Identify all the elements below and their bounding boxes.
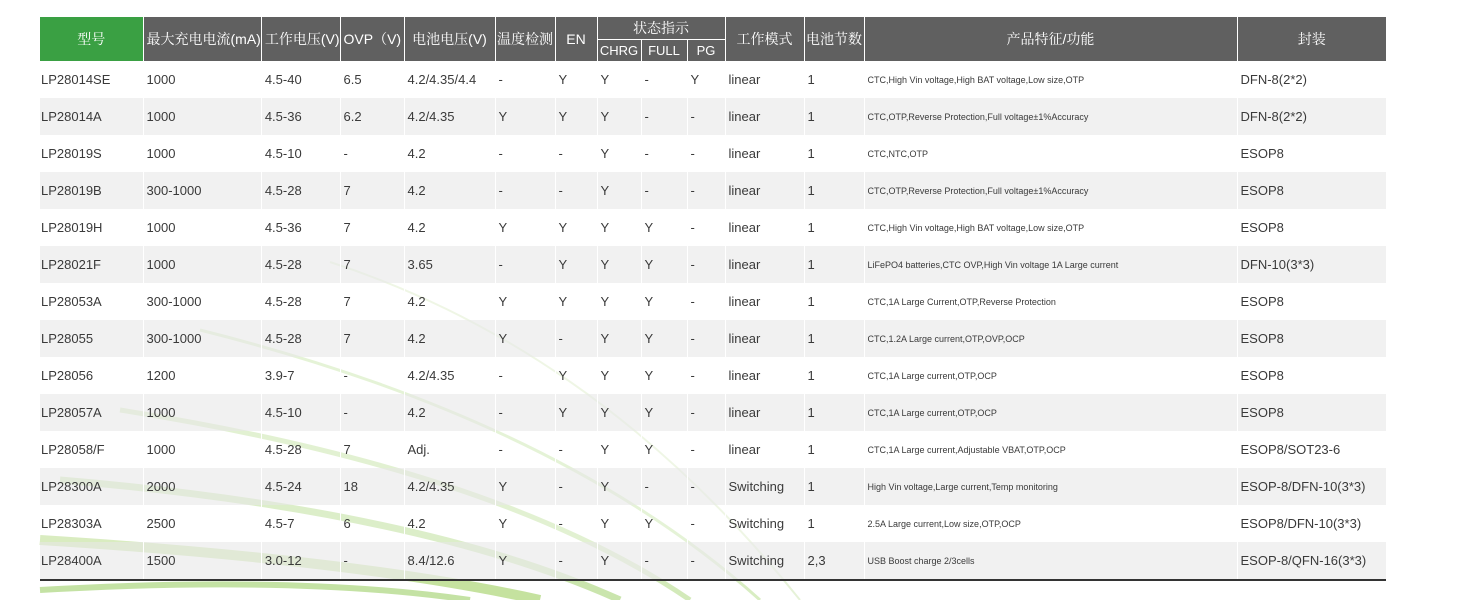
- table-row: [40, 98, 1386, 135]
- cell-ovp: -: [340, 357, 404, 394]
- cell-ovp: 7: [340, 283, 404, 320]
- header-chrg: CHRG: [597, 40, 641, 62]
- cell-ovp: 18: [340, 468, 404, 505]
- cell-full: -: [641, 542, 687, 580]
- cell-package: ESOP8: [1237, 357, 1386, 394]
- cell-battery-voltage: 4.2/4.35: [404, 98, 495, 135]
- cell-features: 2.5A Large current,Low size,OTP,OCP: [864, 505, 1237, 542]
- cell-features: CTC,OTP,Reverse Protection,Full voltage±1%Accuracy: [864, 172, 1237, 209]
- cell-cells: 1: [804, 505, 864, 542]
- cell-features: CTC,1.2A Large current,OTP,OVP,OCP: [864, 320, 1237, 357]
- cell-model: LP28400A: [40, 542, 143, 580]
- cell-battery-voltage: 4.2: [404, 283, 495, 320]
- cell-battery-voltage: 4.2: [404, 320, 495, 357]
- cell-temp: -: [495, 135, 555, 172]
- cell-model: LP28014SE: [40, 61, 143, 98]
- cell-current: 1000: [143, 135, 261, 172]
- cell-features: CTC,High Vin voltage,High BAT voltage,Low size,OTP: [864, 209, 1237, 246]
- cell-package: ESOP8: [1237, 394, 1386, 431]
- product-table-wrapper: [40, 17, 1386, 581]
- cell-mode: linear: [725, 209, 804, 246]
- cell-battery-voltage: 4.2/4.35: [404, 357, 495, 394]
- cell-pg: -: [687, 135, 725, 172]
- cell-model: LP28058/F: [40, 431, 143, 468]
- cell-full: Y: [641, 283, 687, 320]
- cell-current: 300-1000: [143, 320, 261, 357]
- cell-chrg: Y: [597, 431, 641, 468]
- table-row: [40, 320, 1386, 357]
- cell-current: 1000: [143, 209, 261, 246]
- cell-model: LP28021F: [40, 246, 143, 283]
- cell-mode: linear: [725, 394, 804, 431]
- cell-model: LP28019H: [40, 209, 143, 246]
- cell-model: LP28303A: [40, 505, 143, 542]
- cell-chrg: Y: [597, 505, 641, 542]
- header-package: 封装: [1237, 17, 1386, 61]
- cell-full: -: [641, 135, 687, 172]
- cell-battery-voltage: 3.65: [404, 246, 495, 283]
- cell-ovp: 7: [340, 172, 404, 209]
- cell-temp: Y: [495, 98, 555, 135]
- cell-full: -: [641, 172, 687, 209]
- cell-battery-voltage: 4.2: [404, 172, 495, 209]
- cell-ovp: 7: [340, 246, 404, 283]
- cell-features: CTC,High Vin voltage,High BAT voltage,Low size,OTP: [864, 61, 1237, 98]
- header-features: 产品特征/功能: [864, 17, 1237, 61]
- cell-cells: 1: [804, 172, 864, 209]
- cell-pg: -: [687, 320, 725, 357]
- cell-temp: -: [495, 172, 555, 209]
- cell-chrg: Y: [597, 468, 641, 505]
- cell-mode: linear: [725, 283, 804, 320]
- cell-temp: Y: [495, 542, 555, 580]
- cell-chrg: Y: [597, 61, 641, 98]
- header-status-group: 状态指示: [597, 17, 725, 40]
- cell-model: LP28055: [40, 320, 143, 357]
- cell-features: CTC,1A Large current,OTP,OCP: [864, 394, 1237, 431]
- cell-pg: -: [687, 98, 725, 135]
- cell-package: ESOP8/SOT23-6: [1237, 431, 1386, 468]
- cell-model: LP28019B: [40, 172, 143, 209]
- cell-mode: linear: [725, 61, 804, 98]
- cell-model: LP28057A: [40, 394, 143, 431]
- cell-current: 300-1000: [143, 172, 261, 209]
- cell-chrg: Y: [597, 135, 641, 172]
- cell-voltage: 3.0-12: [261, 542, 340, 580]
- cell-mode: linear: [725, 246, 804, 283]
- cell-pg: -: [687, 246, 725, 283]
- cell-temp: Y: [495, 505, 555, 542]
- cell-package: ESOP-8/QFN-16(3*3): [1237, 542, 1386, 580]
- cell-cells: 1: [804, 394, 864, 431]
- cell-cells: 1: [804, 135, 864, 172]
- cell-temp: -: [495, 246, 555, 283]
- cell-features: High Vin voltage,Large current,Temp monitoring: [864, 468, 1237, 505]
- cell-model: LP28014A: [40, 98, 143, 135]
- cell-model: LP28300A: [40, 468, 143, 505]
- cell-ovp: 7: [340, 431, 404, 468]
- cell-package: ESOP8: [1237, 135, 1386, 172]
- header-ovp: OVP（V): [340, 17, 404, 61]
- table-row: [40, 283, 1386, 320]
- cell-en: -: [555, 468, 597, 505]
- cell-mode: Switching: [725, 542, 804, 580]
- cell-temp: -: [495, 431, 555, 468]
- cell-package: ESOP8: [1237, 172, 1386, 209]
- cell-mode: linear: [725, 172, 804, 209]
- cell-mode: linear: [725, 431, 804, 468]
- table-row: [40, 246, 1386, 283]
- cell-pg: -: [687, 505, 725, 542]
- cell-en: -: [555, 135, 597, 172]
- cell-package: ESOP8/DFN-10(3*3): [1237, 505, 1386, 542]
- cell-features: CTC,1A Large current,Adjustable VBAT,OTP,OCP: [864, 431, 1237, 468]
- cell-voltage: 4.5-10: [261, 135, 340, 172]
- table-row: [40, 505, 1386, 542]
- header-max-current: 最大充电电流(mA): [143, 17, 261, 61]
- cell-full: Y: [641, 209, 687, 246]
- cell-current: 1000: [143, 246, 261, 283]
- cell-en: -: [555, 542, 597, 580]
- cell-battery-voltage: Adj.: [404, 431, 495, 468]
- cell-mode: linear: [725, 135, 804, 172]
- cell-temp: -: [495, 394, 555, 431]
- cell-chrg: Y: [597, 542, 641, 580]
- cell-ovp: 6.5: [340, 61, 404, 98]
- cell-current: 1200: [143, 357, 261, 394]
- table-row: [40, 209, 1386, 246]
- cell-package: ESOP8: [1237, 320, 1386, 357]
- cell-package: ESOP-8/DFN-10(3*3): [1237, 468, 1386, 505]
- cell-voltage: 4.5-28: [261, 320, 340, 357]
- cell-model: LP28053A: [40, 283, 143, 320]
- cell-en: Y: [555, 98, 597, 135]
- cell-cells: 1: [804, 468, 864, 505]
- cell-temp: Y: [495, 209, 555, 246]
- cell-battery-voltage: 4.2: [404, 505, 495, 542]
- cell-chrg: Y: [597, 283, 641, 320]
- cell-en: -: [555, 505, 597, 542]
- table-row: [40, 357, 1386, 394]
- cell-cells: 1: [804, 357, 864, 394]
- cell-ovp: 7: [340, 209, 404, 246]
- cell-full: Y: [641, 246, 687, 283]
- cell-pg: -: [687, 542, 725, 580]
- cell-features: CTC,1A Large Current,OTP,Reverse Protection: [864, 283, 1237, 320]
- cell-voltage: 4.5-36: [261, 209, 340, 246]
- cell-package: DFN-10(3*3): [1237, 246, 1386, 283]
- cell-ovp: -: [340, 135, 404, 172]
- cell-mode: linear: [725, 357, 804, 394]
- table-row: [40, 431, 1386, 468]
- charger-ic-selection-table: [40, 17, 1386, 581]
- cell-current: 300-1000: [143, 283, 261, 320]
- cell-cells: 1: [804, 283, 864, 320]
- cell-features: USB Boost charge 2/3cells: [864, 542, 1237, 580]
- cell-voltage: 4.5-28: [261, 283, 340, 320]
- cell-battery-voltage: 4.2/4.35/4.4: [404, 61, 495, 98]
- cell-package: DFN-8(2*2): [1237, 61, 1386, 98]
- table-row: [40, 468, 1386, 505]
- cell-temp: -: [495, 61, 555, 98]
- cell-cells: 1: [804, 246, 864, 283]
- cell-chrg: Y: [597, 394, 641, 431]
- cell-pg: -: [687, 431, 725, 468]
- cell-mode: Switching: [725, 468, 804, 505]
- cell-ovp: -: [340, 394, 404, 431]
- cell-package: ESOP8: [1237, 209, 1386, 246]
- cell-features: CTC,1A Large current,OTP,OCP: [864, 357, 1237, 394]
- cell-pg: -: [687, 357, 725, 394]
- header-cells: 电池节数: [804, 17, 864, 61]
- cell-full: Y: [641, 320, 687, 357]
- cell-features: CTC,NTC,OTP: [864, 135, 1237, 172]
- cell-voltage: 4.5-10: [261, 394, 340, 431]
- cell-full: -: [641, 98, 687, 135]
- header-full: FULL: [641, 40, 687, 62]
- table-row: [40, 394, 1386, 431]
- cell-en: Y: [555, 246, 597, 283]
- cell-battery-voltage: 4.2/4.35: [404, 468, 495, 505]
- header-row: [40, 17, 1386, 40]
- cell-chrg: Y: [597, 357, 641, 394]
- cell-temp: Y: [495, 283, 555, 320]
- cell-en: -: [555, 431, 597, 468]
- cell-mode: Switching: [725, 505, 804, 542]
- cell-cells: 1: [804, 61, 864, 98]
- cell-ovp: 6: [340, 505, 404, 542]
- cell-en: -: [555, 320, 597, 357]
- cell-temp: Y: [495, 320, 555, 357]
- cell-cells: 1: [804, 209, 864, 246]
- cell-mode: linear: [725, 98, 804, 135]
- cell-full: -: [641, 61, 687, 98]
- cell-current: 1000: [143, 98, 261, 135]
- cell-voltage: 4.5-28: [261, 431, 340, 468]
- cell-voltage: 4.5-28: [261, 172, 340, 209]
- cell-features: LiFePO4 batteries,CTC OVP,High Vin voltage 1A Large current: [864, 246, 1237, 283]
- cell-voltage: 4.5-24: [261, 468, 340, 505]
- cell-pg: -: [687, 209, 725, 246]
- cell-voltage: 4.5-28: [261, 246, 340, 283]
- cell-current: 1000: [143, 431, 261, 468]
- cell-full: Y: [641, 394, 687, 431]
- table-row: [40, 135, 1386, 172]
- cell-voltage: 4.5-7: [261, 505, 340, 542]
- cell-chrg: Y: [597, 98, 641, 135]
- cell-full: Y: [641, 505, 687, 542]
- cell-current: 2500: [143, 505, 261, 542]
- cell-model: LP28019S: [40, 135, 143, 172]
- cell-features: CTC,OTP,Reverse Protection,Full voltage±1%Accuracy: [864, 98, 1237, 135]
- cell-cells: 1: [804, 98, 864, 135]
- cell-ovp: -: [340, 542, 404, 580]
- table-body: [40, 61, 1386, 580]
- cell-cells: 1: [804, 431, 864, 468]
- cell-battery-voltage: 4.2: [404, 209, 495, 246]
- cell-ovp: 7: [340, 320, 404, 357]
- cell-model: LP28056: [40, 357, 143, 394]
- cell-current: 1000: [143, 61, 261, 98]
- cell-battery-voltage: 4.2: [404, 135, 495, 172]
- cell-current: 1000: [143, 394, 261, 431]
- cell-full: -: [641, 468, 687, 505]
- cell-pg: -: [687, 468, 725, 505]
- cell-package: ESOP8: [1237, 283, 1386, 320]
- header-mode: 工作模式: [725, 17, 804, 61]
- cell-full: Y: [641, 357, 687, 394]
- cell-cells: 1: [804, 320, 864, 357]
- cell-chrg: Y: [597, 209, 641, 246]
- cell-en: -: [555, 172, 597, 209]
- cell-battery-voltage: 8.4/12.6: [404, 542, 495, 580]
- cell-en: Y: [555, 357, 597, 394]
- table-row: [40, 172, 1386, 209]
- cell-cells: 2,3: [804, 542, 864, 580]
- cell-battery-voltage: 4.2: [404, 394, 495, 431]
- cell-chrg: Y: [597, 246, 641, 283]
- table-row: [40, 542, 1386, 580]
- cell-package: DFN-8(2*2): [1237, 98, 1386, 135]
- cell-voltage: 4.5-36: [261, 98, 340, 135]
- cell-temp: -: [495, 357, 555, 394]
- cell-current: 2000: [143, 468, 261, 505]
- header-temp-detect: 温度检测: [495, 17, 555, 61]
- header-pg: PG: [687, 40, 725, 62]
- cell-pg: -: [687, 394, 725, 431]
- cell-en: Y: [555, 209, 597, 246]
- cell-temp: Y: [495, 468, 555, 505]
- header-en: EN: [555, 17, 597, 61]
- cell-chrg: Y: [597, 172, 641, 209]
- cell-voltage: 4.5-40: [261, 61, 340, 98]
- cell-chrg: Y: [597, 320, 641, 357]
- table-row: [40, 61, 1386, 98]
- cell-full: Y: [641, 431, 687, 468]
- cell-pg: Y: [687, 61, 725, 98]
- cell-pg: -: [687, 283, 725, 320]
- cell-en: Y: [555, 61, 597, 98]
- cell-ovp: 6.2: [340, 98, 404, 135]
- cell-en: Y: [555, 394, 597, 431]
- cell-en: Y: [555, 283, 597, 320]
- header-battery-voltage: 电池电压(V): [404, 17, 495, 61]
- cell-current: 1500: [143, 542, 261, 580]
- cell-mode: linear: [725, 320, 804, 357]
- header-voltage: 工作电压(V): [261, 17, 340, 61]
- cell-voltage: 3.9-7: [261, 357, 340, 394]
- cell-pg: -: [687, 172, 725, 209]
- header-model: 型号: [40, 17, 143, 61]
